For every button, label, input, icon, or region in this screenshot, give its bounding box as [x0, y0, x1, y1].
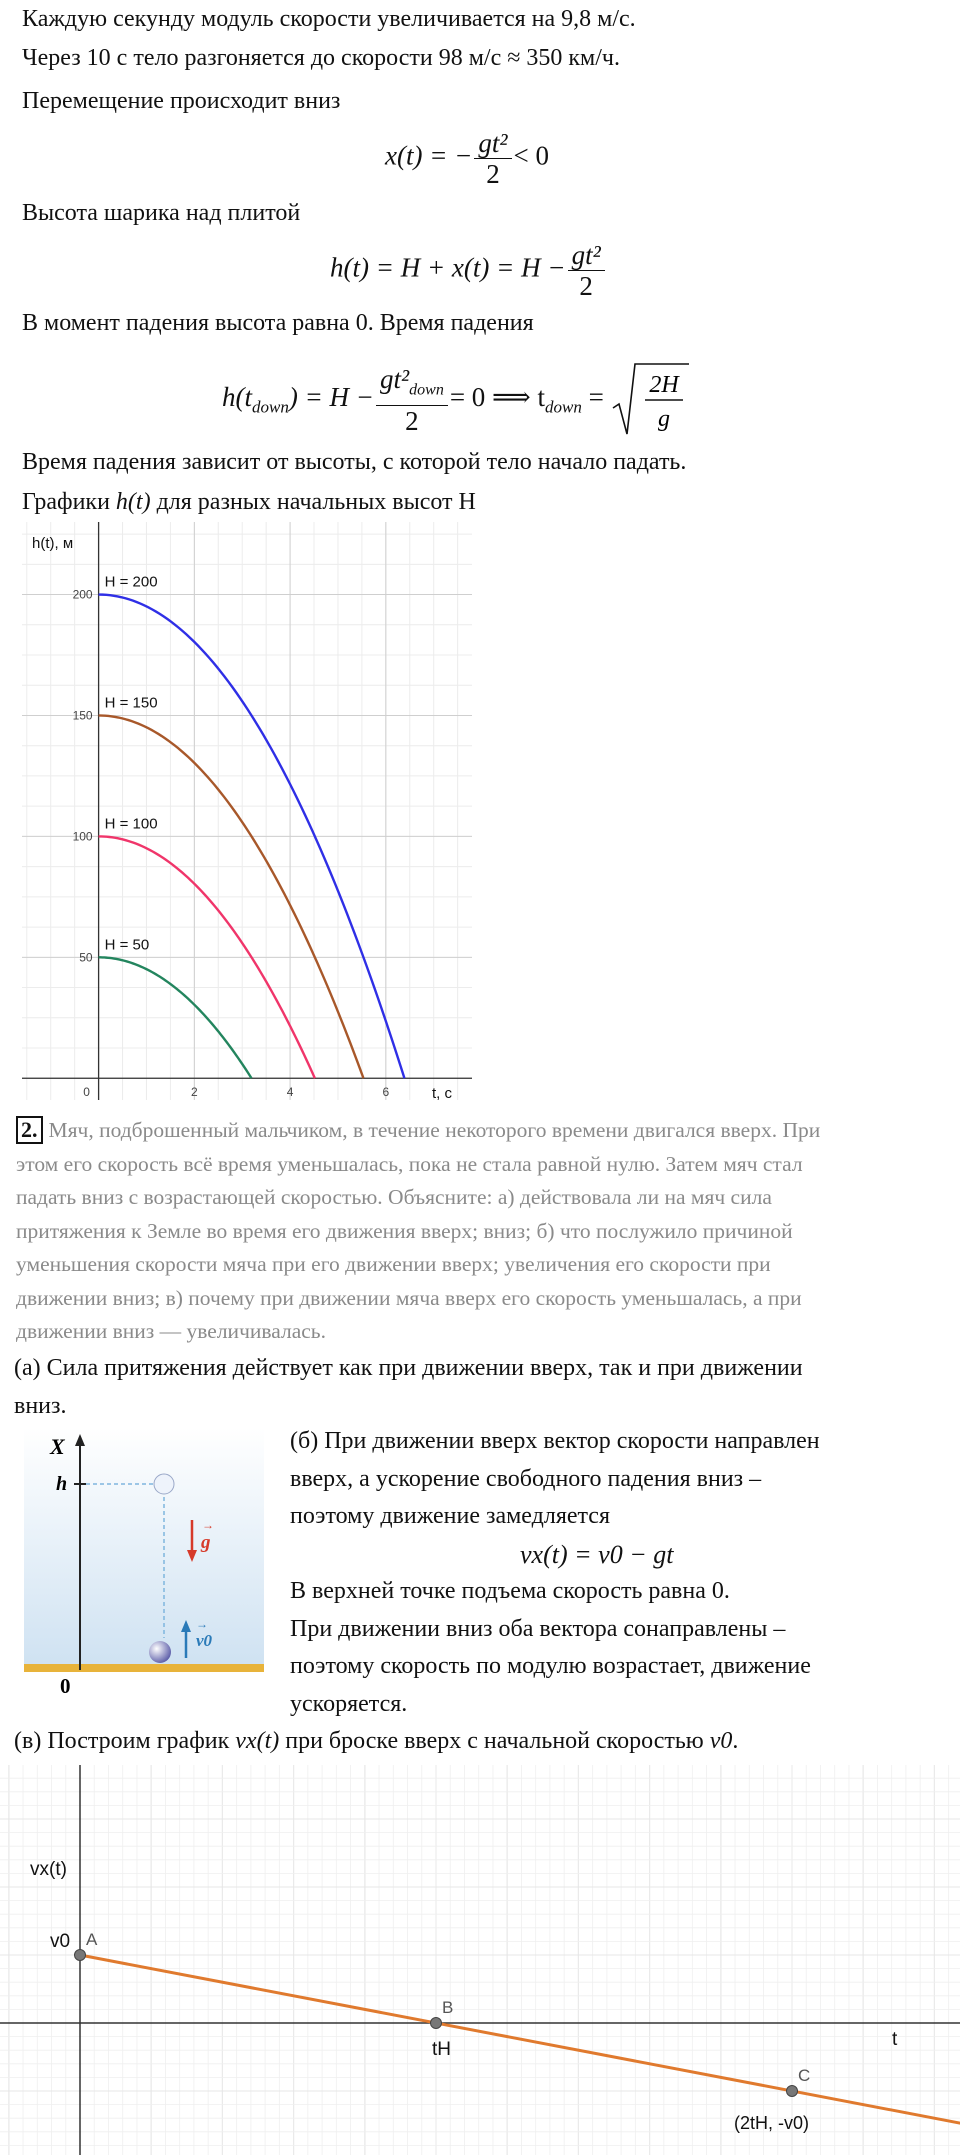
- task2-line-6: движении вниз — увеличивалась.: [16, 1319, 326, 1343]
- point-label: C: [798, 2066, 811, 2085]
- sqrt-expression: [611, 360, 691, 440]
- sqrt-numerator: 2H: [648, 372, 679, 398]
- velocity-chart: [0, 1765, 960, 2155]
- tick-v0: v0: [50, 1931, 71, 1952]
- sqrt-denominator: g: [657, 406, 670, 432]
- tick-tH: tH: [432, 2039, 451, 2060]
- x-axis-label: t: [892, 2029, 898, 2050]
- y-tick-label: 50: [79, 950, 93, 965]
- series-label: H = 50: [104, 936, 150, 954]
- formula-fall-time: $h(t_{down}) = H$ − $\frac{gt^2_{down}}{2}$ = 0 ⟹ $t_{down}$ = 2H g: [222, 360, 691, 440]
- g-label: g: [201, 1532, 211, 1553]
- intro-line-4: Высота шарика над плитой: [22, 200, 301, 226]
- ground: [24, 1664, 264, 1672]
- intro-line-3: Перемещение происходит вниз: [22, 88, 341, 114]
- y-tick-label: 150: [72, 708, 93, 723]
- answer-b-line2-1: При движении вниз оба вектора сонаправлены –: [290, 1615, 786, 1642]
- x-axis-label: t, с: [432, 1085, 453, 1100]
- answer-a-line-2: вниз.: [14, 1393, 67, 1419]
- task2-line-0: 2. Мяч, подброшенный мальчиком, в течение некоторого времени двигался вверх. При: [16, 1114, 946, 1148]
- answer-a-line-1: (а) Сила притяжения действует как при движении вверх, так и при движении: [14, 1355, 803, 1381]
- task-number: 2.: [16, 1116, 43, 1144]
- point-A: [75, 1950, 86, 1961]
- task2-block: [16, 1114, 946, 1349]
- intro-line-5: В момент падения высота равна 0. Время падения: [22, 310, 534, 336]
- height-chart: [22, 522, 472, 1100]
- answer-b-line2-2: поэтому скорость по модулю возрастает, движение: [290, 1653, 811, 1679]
- y-axis-label: h(t), м: [32, 535, 74, 552]
- ball-bottom: [149, 1641, 171, 1663]
- ball-top: [154, 1474, 174, 1494]
- answer-b-line2-0: В верхней точке подъема скорость равна 0.: [290, 1578, 730, 1604]
- point-label: A: [86, 1930, 98, 1949]
- answer-b: [290, 1423, 820, 1723]
- x-tick-label: 6: [382, 1085, 390, 1100]
- series-label: H = 100: [104, 815, 158, 833]
- answer-b-line-1: вверх, а ускорение свободного падения вниз –: [290, 1465, 762, 1492]
- answer-c-line: (в) Построим график vx(t) при броске вверх с начальной скоростью v0.: [14, 1728, 739, 1754]
- ball-diagram: [24, 1428, 264, 1698]
- answer-b-formula: vx(t) = v0 − gt: [520, 1539, 674, 1569]
- point-label: B: [442, 1998, 454, 2017]
- v0-label: v0: [196, 1631, 213, 1650]
- tick-C: (2tH, -v0): [734, 2113, 810, 2133]
- x-tick-label: 0: [83, 1085, 90, 1100]
- task2-line-2: падать вниз с возрастающей скоростью. Объясните: а) действовала ли на мяч сила: [16, 1185, 772, 1209]
- series-label: H = 200: [104, 573, 158, 591]
- point-B: [431, 2018, 442, 2029]
- y-axis-label: vx(t): [30, 1859, 67, 1880]
- zero-label: 0: [60, 1674, 71, 1698]
- svg-text:→: →: [202, 1518, 214, 1532]
- series-label: H = 150: [104, 694, 158, 712]
- point-C: [787, 2086, 798, 2097]
- task2-line-4: уменьшения скорости мяча при его движении вверх; увеличения его скорости при: [16, 1252, 771, 1276]
- task2-line-1: этом его скорость всё время уменьшалась, пока не стала равной нулю. Затем мяч стал: [16, 1151, 803, 1176]
- answer-b-line2-3: ускоряется.: [290, 1690, 408, 1717]
- answer-b-line-2: поэтому движение замедляется: [290, 1503, 610, 1529]
- x-tick-label: 2: [190, 1085, 198, 1100]
- x-tick-label: 4: [286, 1085, 294, 1100]
- intro-line-1: Каждую секунду модуль скорости увеличивается на 9,8 м/с.: [22, 6, 636, 32]
- task2-line-5: движении вниз; в) почему при движении мяча вверх его скорость уменьшалась, а при: [16, 1285, 802, 1310]
- intro-line-2: Через 10 с тело разгоняется до скорости 98 м/с ≈ 350 км/ч.: [22, 45, 620, 71]
- velocity-line: [80, 1955, 960, 2125]
- h-label: h: [56, 1473, 68, 1495]
- y-tick-label: 100: [72, 829, 93, 844]
- axis-label-x: X: [50, 1434, 65, 1459]
- intro-line-7: Графики h(t) для разных начальных высот H: [22, 489, 476, 515]
- y-tick-label: 200: [72, 587, 93, 602]
- svg-text:→: →: [196, 1617, 208, 1631]
- formula-displacement: x(t) = − $\frac{\text{gt²}}{2}$ < 0: [385, 128, 550, 189]
- formula-height: h(t) = H + x(t) = H − $\frac{\text{gt²}}{2}$: [330, 240, 607, 301]
- intro-line-6: Время падения зависит от высоты, с которой тело начало падать.: [22, 449, 687, 475]
- answer-b-line-0: (б) При движении вверх вектор скорости направлен: [290, 1428, 820, 1454]
- task2-line-3: притяжения к Земле во время его движения вверх; вниз; б) что послужило причиной: [16, 1218, 793, 1243]
